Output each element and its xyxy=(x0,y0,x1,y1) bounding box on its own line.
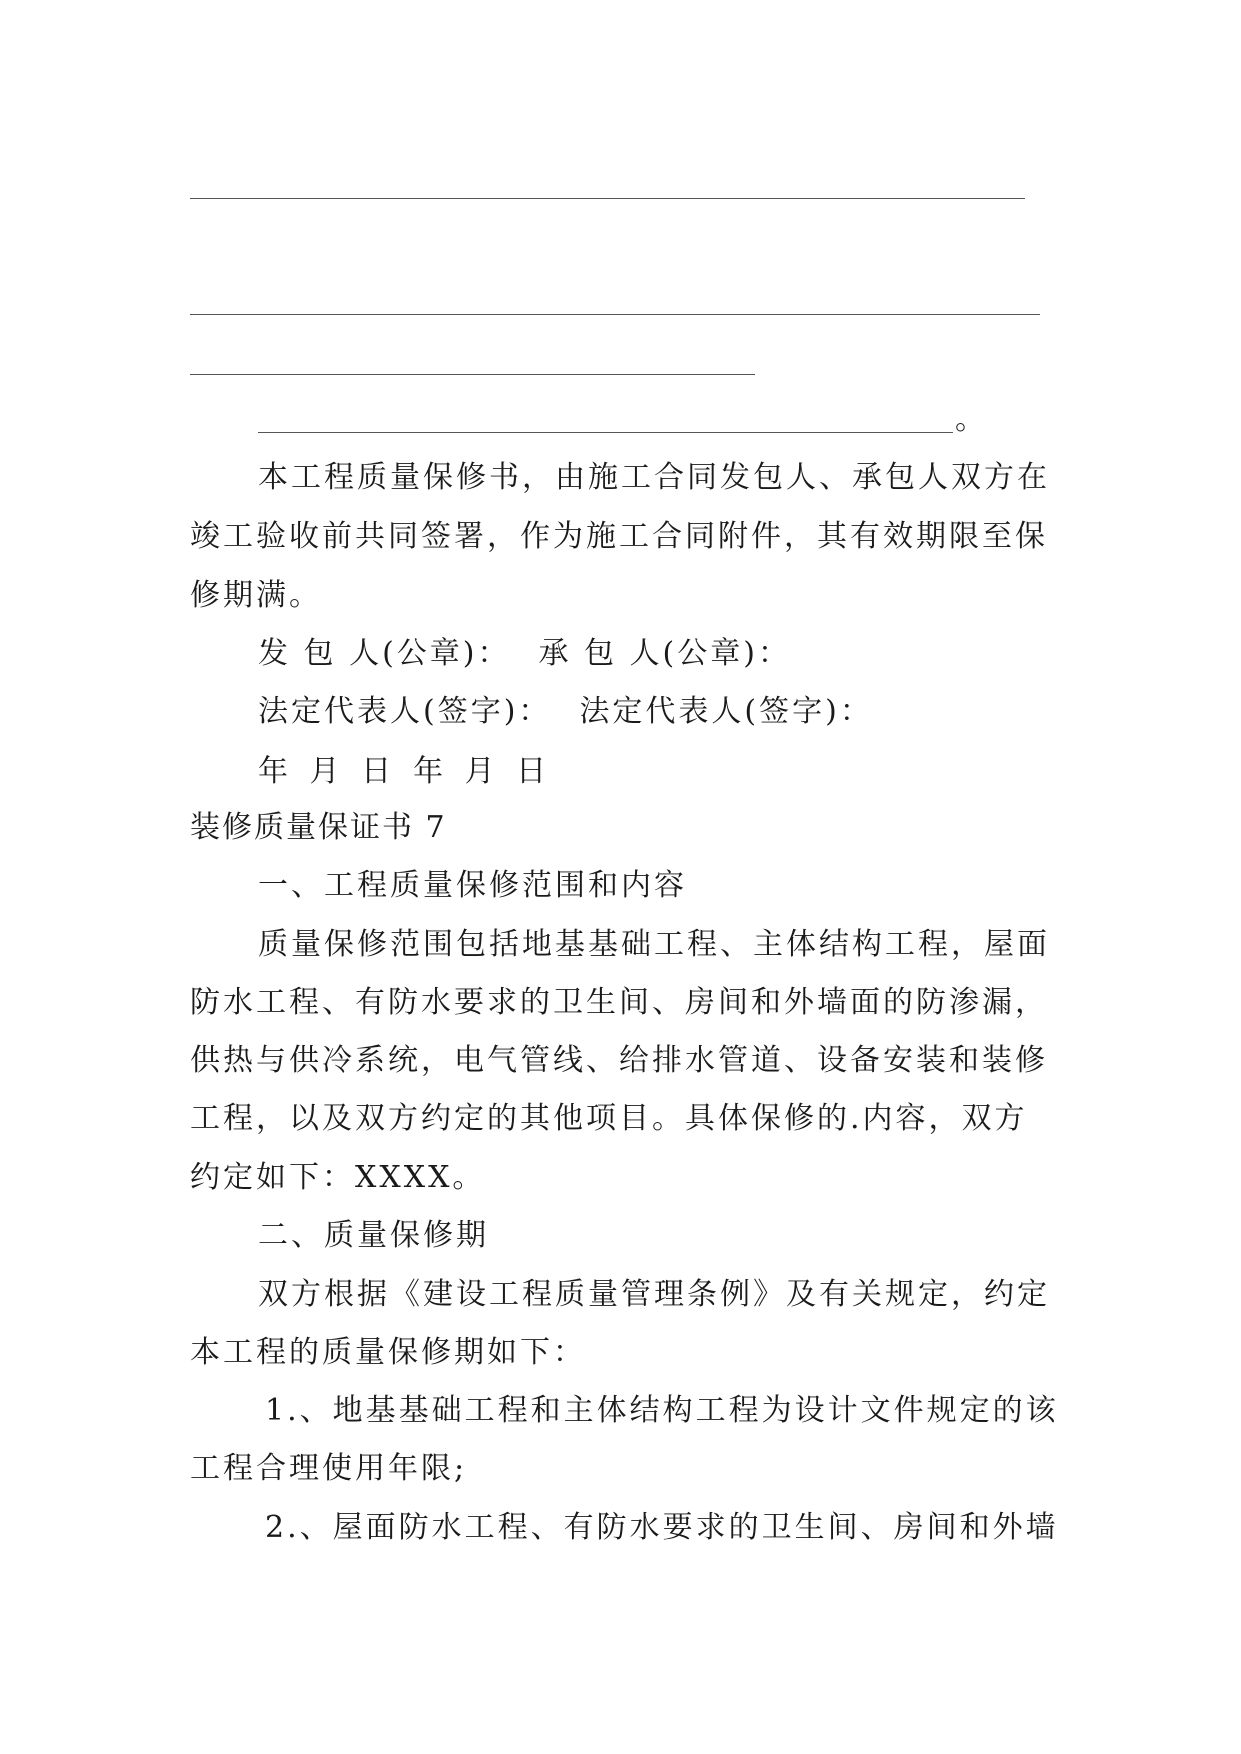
blank-end-mark: 。 xyxy=(955,402,985,437)
warranty-note-line-1: 本工程质量保修书，由施工合同发包人、承包人双方在 xyxy=(258,460,1050,495)
contractor-seal-label: 承 包 人(公章)： xyxy=(538,636,791,671)
section1-para-line-3: 供热与供冷系统，电气管线、给排水管道、设备安装和装修 xyxy=(190,1043,1048,1078)
employer-rep-label: 法定代表人(签字)： xyxy=(258,694,552,729)
blank-line-1 xyxy=(190,198,1025,199)
warranty-note-line-3: 修期满。 xyxy=(190,578,322,613)
section1-para-line-1: 质量保修范围包括地基基础工程、主体结构工程，屋面 xyxy=(258,927,1050,962)
section1-para-line-4: 工程，以及双方约定的其他项目。具体保修的.内容，双方 xyxy=(190,1101,1028,1136)
employer-seal-label: 发 包 人(公章)： xyxy=(258,636,511,671)
blank-line-3 xyxy=(190,374,755,375)
section1-heading: 一、工程质量保修范围和内容 xyxy=(258,868,687,903)
date-left-label: 年 月 日 xyxy=(258,754,398,789)
contractor-rep-label: 法定代表人(签字)： xyxy=(579,694,873,729)
warranty-note-line-2: 竣工验收前共同签署，作为施工合同附件，其有效期限至保 xyxy=(190,519,1048,554)
blank-line-2 xyxy=(190,314,1040,315)
date-right-label: 年 月 日 xyxy=(413,754,553,789)
section1-para-line-2: 防水工程、有防水要求的卫生间、房间和外墙面的防渗漏， xyxy=(190,985,1048,1020)
section2-item2-line-1: 2.、屋面防水工程、有防水要求的卫生间、房间和外墙 xyxy=(265,1510,1059,1545)
signature-rep-row xyxy=(258,692,873,732)
section2-para-line-1: 双方根据《建设工程质量管理条例》及有关规定，约定 xyxy=(258,1277,1050,1312)
section2-item1-line-2: 工程合理使用年限; xyxy=(190,1451,468,1486)
doc-title: 装修质量保证书 7 xyxy=(190,810,447,845)
section2-para-line-2: 本工程的质量保修期如下： xyxy=(190,1335,586,1370)
section2-item1-line-1: 1.、地基基础工程和主体结构工程为设计文件规定的该 xyxy=(265,1393,1059,1428)
blank-line-4 xyxy=(258,432,953,433)
signature-seal-row xyxy=(258,634,791,674)
section2-heading: 二、质量保修期 xyxy=(258,1218,489,1253)
section1-para-line-5: 约定如下：XXXX。 xyxy=(190,1160,486,1195)
signature-date-row xyxy=(258,752,552,792)
